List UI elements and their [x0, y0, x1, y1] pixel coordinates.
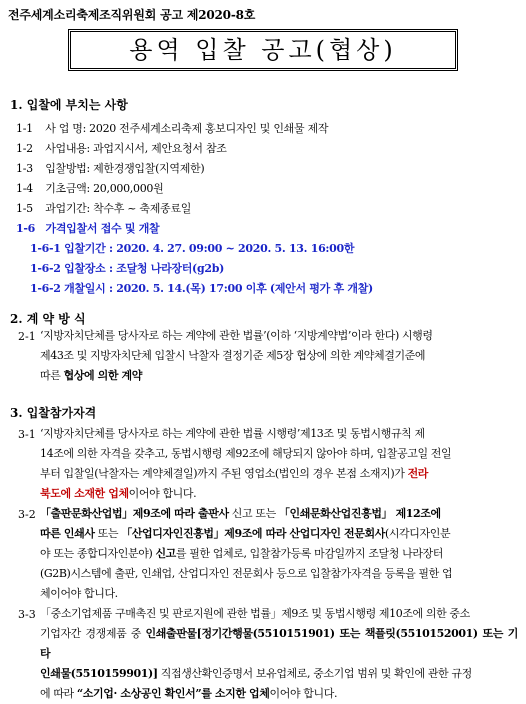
document-title: 용역 입찰 공고(협상) — [68, 29, 458, 71]
section3-heading: 3. 입찰참가자격 — [10, 406, 97, 420]
item-1-6: 1-6 가격입찰서 접수 및 개찰 — [16, 222, 160, 235]
item-1-6-1: 1-6-1 입찰기간 : 2020. 4. 27. 09:00 ~ 2020. 5. 13. 16:00한 — [30, 242, 355, 255]
item-1-4: 1-4 기초금액: 20,000,000원 — [16, 182, 164, 195]
item-1-6-2-place: 1-6-2 입찰장소 : 조달청 나라장터(g2b) — [30, 262, 225, 275]
item-3-1-number: 3-1 — [18, 428, 36, 441]
item-3-2-number: 3-2 — [18, 508, 36, 521]
section2-heading: 2. 계 약 방 식 — [10, 312, 86, 326]
item-2-1-number: 2-1 — [18, 330, 36, 343]
item-1-1: 1-1 사 업 명: 2020 전주세계소리축제 홍보디자인 및 인쇄물 제작 — [16, 122, 329, 135]
item-3-2-text: 「출판문화산업법」제9조에 따라 출판사 신고 또는 「인쇄문화산업진흥법」 제12조에 따른 인쇄사 또는 「산업디자인진흥법」제9조에 따라 산업디자인 전문회사(시각디자인분 야 또는 종합디자인분야) 신고를 필한 업체로, 입찰참가등록 마감일까지 조달청 나라장터 (G2B)시스템에 출판, 인쇄업, 산업디자인 전문회사 등으로 입찰참가자격을 등록을 필한 업 체이어야 합니다. — [40, 507, 453, 600]
item-1-6-2-opening: 1-6-2 개찰일시 : 2020. 5. 14.(목) 17:00 이후 (제안서 평가 후 개찰) — [30, 282, 373, 295]
item-1-3: 1-3 입찰방법: 제한경쟁입찰(지역제한) — [16, 162, 205, 175]
item-3-3-number: 3-3 — [18, 608, 36, 621]
item-1-2: 1-2 사업내용: 과업지시서, 제안요청서 참조 — [16, 142, 227, 155]
section1-heading: 1. 입찰에 부치는 사항 — [10, 98, 128, 112]
item-1-5: 1-5 과업기간: 착수후 ~ 축제종료일 — [16, 202, 192, 215]
notice-number-header: 전주세계소리축제조직위원회 공고 제2020-8호 — [8, 8, 256, 22]
item-3-1-text: ‘지방자치단체를 당사자로 하는 계약에 관한 법률 시행령’제13조 및 동법시행규칙 제 14조에 의한 자격을 갖추고, 동법시행령 제92조에 해당되지 않아야 하며, 입찰공고일 전일 부터 입찰일(낙찰자는 계약체결일)까지 주된 영업소(법인의 경우 본점 소재지)가 전라 북도에 소재한 업체이어야 합니다. — [40, 427, 452, 500]
item-3-3-text: 「중소기업제품 구매촉진 및 판로지원에 관한 법률」제9조 및 동법시행령 제10조에 의한 중소 기업자간 경쟁제품 중 인쇄출판물[정기간행물(5510151901) 또는 책플릿(5510152001) 또는 기타 인쇄물(5510159901)] 직접생산확인증명서 보유업체로, 중소기업 범위 및 확인에 관한 규정 에 따라 “소기업· 소상공인 확인서”를 소지한 업체이어야 합니다. — [40, 607, 518, 700]
item-2-1-text: ‘지방자치단체를 당사자로 하는 계약에 관한 법률’(이하 ‘지방계약법’이라 한다) 시행령 제43조 및 지방자치단체 입찰시 낙찰자 결정기준 제5장 협상에 의한 계약체결기준에 따른 협상에 의한 계약 — [40, 329, 433, 382]
